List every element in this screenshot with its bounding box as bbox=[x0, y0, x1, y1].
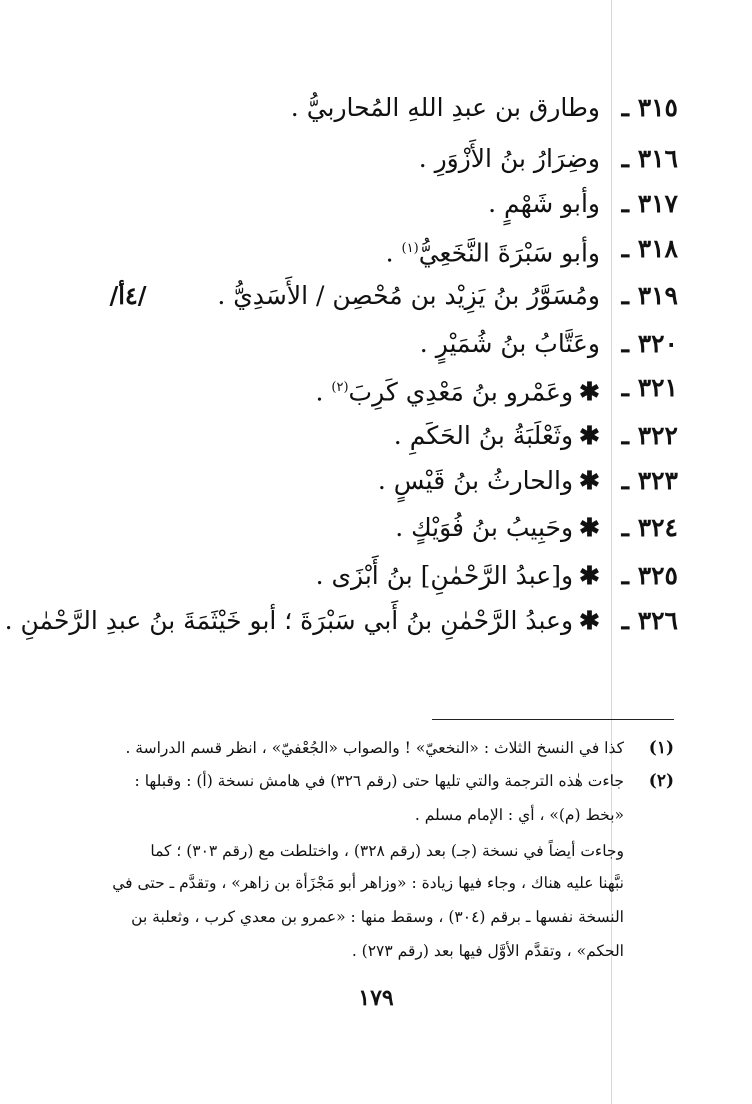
footnote bbox=[0, 766, 752, 976]
footnote-number: (١) bbox=[648, 738, 674, 758]
manuscript-folio-mark: /٤أ/ bbox=[109, 281, 147, 310]
entry-text bbox=[120, 229, 600, 273]
entry-number: ٣٢٣ ـ bbox=[621, 466, 678, 495]
entry-name: وأبو سَبْرَةَ النَّخَعِيُّ bbox=[418, 238, 600, 268]
footnote-line: الحكم» ، وتقدَّم الأوَّل فيها بعد (رقم ٢٧٣) . bbox=[351, 942, 624, 960]
footnote-line: «بخط (م)» ، أي : الإمام مسلم . bbox=[414, 806, 624, 824]
footnote-line: وجاءت أيضاً في نسخة (جـ) بعد (رقم ٣٢٨) ، واختلطت مع (رقم ٣٠٣) ؛ كما bbox=[150, 842, 624, 860]
list-item bbox=[0, 601, 752, 641]
entry-text bbox=[120, 324, 600, 364]
list-item bbox=[0, 416, 752, 456]
entry-text bbox=[120, 88, 600, 128]
entry-text bbox=[120, 416, 600, 456]
list-item bbox=[0, 508, 752, 548]
entry-name: وثَعْلَبَةُ بنُ الحَكَمِ . bbox=[393, 421, 574, 450]
entry-name: وعَمْرو بنُ مَعْدِي كَرِبَ bbox=[348, 377, 574, 407]
asterisk-icon: ✱ bbox=[579, 513, 600, 542]
list-item bbox=[0, 324, 752, 364]
entry-number: ٣٢٢ ـ bbox=[621, 421, 678, 450]
list-item bbox=[0, 139, 752, 179]
entry-number: ٣٢١ ـ bbox=[621, 373, 678, 402]
entry-tail: . bbox=[315, 377, 332, 407]
entry-number: ٣١٧ ـ bbox=[621, 189, 678, 218]
entry-number: ٣١٨ ـ bbox=[621, 234, 678, 263]
footnote-ref[interactable]: (٢) bbox=[331, 380, 349, 395]
entry-name: وضِرَارُ بنُ الأَزْوَرِ . bbox=[418, 144, 600, 173]
entry-number: ٣٢٤ ـ bbox=[621, 513, 678, 542]
entry-text bbox=[120, 184, 600, 224]
entry-number: ٣٢٠ ـ bbox=[621, 329, 678, 358]
list-item bbox=[0, 88, 752, 128]
entry-name: ومُسَوَّرُ بنُ يَزِيْد بن مُحْصِن / الأَسَدِيُّ . bbox=[217, 281, 600, 310]
entry-number: ٣١٥ ـ bbox=[621, 93, 678, 122]
entry-text bbox=[4, 601, 600, 641]
footnote-line: كذا في النسخ الثلاث : «النخعيّ» ! والصواب «الجُعْفيّ» ، انظر قسم الدراسة . bbox=[125, 739, 624, 757]
entry-text bbox=[120, 368, 600, 412]
footnote bbox=[0, 733, 752, 763]
footnote-separator bbox=[432, 719, 674, 720]
page-number: ١٧٩ bbox=[358, 985, 394, 1011]
entry-text bbox=[120, 276, 600, 316]
asterisk-icon: ✱ bbox=[579, 421, 600, 450]
entry-text bbox=[120, 461, 600, 501]
entry-number: ٣١٩ ـ bbox=[621, 281, 678, 310]
entry-text bbox=[120, 508, 600, 548]
footnote-ref[interactable]: (١) bbox=[401, 241, 419, 256]
entry-name: وأبو شَهْمٍ . bbox=[488, 189, 600, 218]
list-item bbox=[0, 184, 752, 224]
list-item bbox=[0, 461, 752, 501]
footnote-line: جاءت هٰذه الترجمة والتي تليها حتى (رقم ٣٢٦) في هامش نسخة (أ) : وقبلها : bbox=[134, 772, 624, 790]
entry-name: وحَبِيبُ بنُ فُوَيْكٍ . bbox=[395, 513, 574, 542]
entry-name: وطارق بن عبدِ اللهِ المُحاربيُّ . bbox=[290, 93, 600, 122]
entry-name: والحارثُ بنُ قَيْسٍ . bbox=[377, 466, 574, 495]
footnote-number: (٢) bbox=[648, 771, 674, 791]
entry-tail: . bbox=[385, 238, 402, 268]
asterisk-icon: ✱ bbox=[579, 466, 600, 495]
asterisk-icon: ✱ bbox=[579, 377, 600, 407]
list-item bbox=[0, 368, 752, 408]
asterisk-icon: ✱ bbox=[579, 606, 600, 635]
entry-name: و[عبدُ الرَّحْمٰنِ] بنُ أَبْزَى . bbox=[315, 561, 574, 590]
footnote-line: نبَّهنا عليه هناك ، وجاء فيها زيادة : «وزاهر أبو مَجْزَأة بن زاهر» ، وتقدَّم ـ حتى في bbox=[112, 874, 624, 892]
list-item bbox=[0, 556, 752, 596]
asterisk-icon: ✱ bbox=[579, 561, 600, 590]
entry-text bbox=[120, 556, 600, 596]
entry-name: وعبدُ الرَّحْمٰنِ بنُ أَبي سَبْرَةَ ؛ أبو خَيْثَمَةَ بنُ عبدِ الرَّحْمٰنِ . bbox=[4, 606, 574, 635]
footnote-line: النسخة نفسها ـ برقم (٣٠٤) ، وسقط منها : «عمرو بن معدي كرب ، وثعلبة بن bbox=[131, 908, 624, 926]
entry-name: وعَتَّابُ بنُ شُمَيْرٍ . bbox=[419, 329, 600, 358]
entry-number: ٣٢٥ ـ bbox=[621, 561, 678, 590]
entry-text bbox=[120, 139, 600, 179]
list-item bbox=[0, 229, 752, 269]
entry-number: ٣٢٦ ـ bbox=[621, 606, 678, 635]
entry-number: ٣١٦ ـ bbox=[621, 144, 678, 173]
